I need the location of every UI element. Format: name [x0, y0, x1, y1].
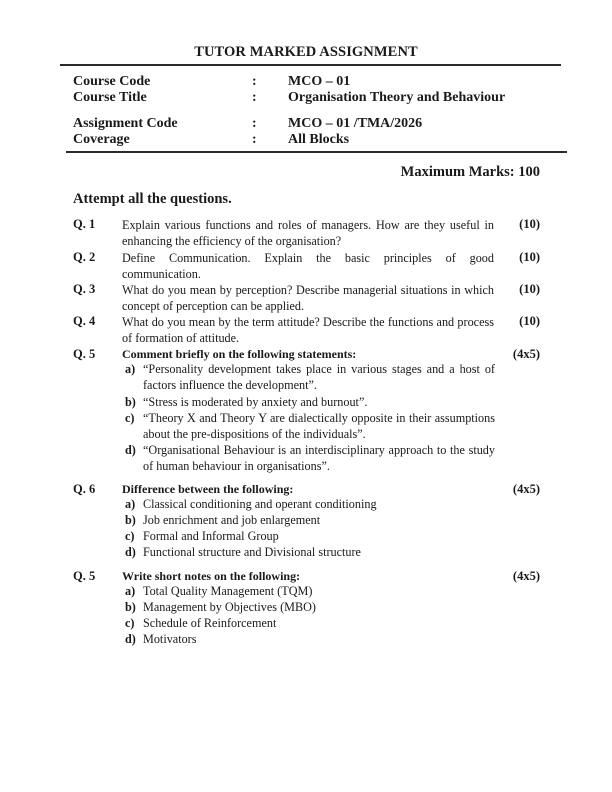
question-number: Q. 2 [73, 250, 96, 264]
question-text: Define Communication. Explain the basic principles of good communication. [122, 251, 494, 281]
sub-question-label: b) [125, 513, 136, 527]
sub-question-text: Motivators [143, 632, 197, 646]
question-marks: (10) [519, 250, 540, 264]
sub-question-label: d) [125, 632, 136, 646]
sub-question-label: b) [125, 395, 136, 409]
sub-question-d [125, 544, 495, 560]
question-marks: (10) [519, 314, 540, 328]
question-number: Q. 5 [73, 347, 96, 361]
question-text: Explain various functions and roles of managers. How are they useful in enhancing the efficiency of the organisation? [122, 218, 494, 248]
question-marks: (4x5) [512, 569, 540, 583]
sub-question-text: “Organisational Behaviour is an interdisciplinary approach to the study of human behaviour in organisations”. [143, 443, 495, 473]
sub-question-text: “Theory X and Theory Y are dialectically opposite in their assumptions about the pre-dispositions of the individuals”. [143, 411, 495, 441]
question-marks: (10) [519, 217, 540, 231]
question-number: Q. 4 [73, 314, 96, 328]
course-title-colon: : [252, 90, 257, 105]
sub-question-c [125, 528, 495, 544]
sub-question-text: Formal and Informal Group [143, 529, 279, 543]
header-top-rule [60, 64, 561, 66]
sub-question-label: a) [125, 497, 136, 511]
sub-question-label: c) [125, 529, 135, 543]
assignment-code-colon: : [252, 116, 257, 131]
sub-question-text: “Personality development takes place in various stages and a host of factors influence the development”. [143, 362, 495, 392]
sub-question-d [125, 631, 495, 647]
coverage-colon: : [252, 132, 257, 147]
course-code-label: Course Code [73, 74, 151, 89]
header-bottom-rule [66, 151, 567, 153]
question-heading: Write short notes on the following: [122, 569, 301, 583]
assignment-code-value: MCO – 01 /TMA/2026 [288, 116, 423, 131]
question-number: Q. 3 [73, 282, 96, 296]
question-marks: (4x5) [512, 482, 540, 496]
sub-question-b [125, 599, 495, 615]
sub-question-label: c) [125, 616, 135, 630]
document-title: TUTOR MARKED ASSIGNMENT [194, 44, 418, 60]
sub-question-a [125, 361, 495, 393]
question-text: What do you mean by the term attitude? Describe the functions and process of formation of attitude. [122, 315, 494, 345]
sub-question-text: Schedule of Reinforcement [143, 616, 277, 630]
sub-question-label: a) [125, 362, 136, 376]
question-marks: (10) [519, 282, 540, 296]
sub-question-label: b) [125, 600, 136, 614]
sub-question-text: Job enrichment and job enlargement [143, 513, 321, 527]
sub-question-a [125, 496, 495, 512]
sub-question-text: Classical conditioning and operant conditioning [143, 497, 377, 511]
sub-question-c [125, 615, 495, 631]
question-text: What do you mean by perception? Describe managerial situations in which concept of perception can be applied. [122, 283, 494, 313]
question-number: Q. 5 [73, 569, 96, 583]
course-code-colon: : [252, 74, 257, 89]
sub-question-text: Management by Objectives (MBO) [143, 600, 316, 614]
coverage-label: Coverage [73, 132, 130, 147]
sub-question-c [125, 410, 495, 442]
sub-question-label: d) [125, 545, 136, 559]
sub-question-d [125, 442, 495, 474]
sub-question-a [125, 583, 495, 599]
question-number: Q. 6 [73, 482, 96, 496]
course-title-label: Course Title [73, 90, 147, 105]
sub-question-text: Functional structure and Divisional structure [143, 545, 361, 559]
sub-question-label: d) [125, 443, 136, 457]
question-marks: (4x5) [512, 347, 540, 361]
question-heading: Comment briefly on the following statements: [122, 347, 357, 361]
question-number: Q. 1 [73, 217, 96, 231]
sub-question-text: “Stress is moderated by anxiety and burnout”. [143, 395, 368, 409]
sub-question-label: a) [125, 584, 136, 598]
course-title-value: Organisation Theory and Behaviour [288, 90, 506, 105]
instruction: Attempt all the questions. [73, 191, 232, 207]
sub-question-label: c) [125, 411, 135, 425]
question-heading: Difference between the following: [122, 482, 294, 496]
sub-question-b [125, 512, 495, 528]
coverage-value: All Blocks [288, 132, 350, 147]
maximum-marks: Maximum Marks: 100 [400, 164, 540, 180]
course-code-value: MCO – 01 [288, 74, 351, 89]
sub-question-text: Total Quality Management (TQM) [143, 584, 313, 598]
sub-question-b [125, 394, 495, 410]
assignment-code-label: Assignment Code [73, 116, 178, 131]
